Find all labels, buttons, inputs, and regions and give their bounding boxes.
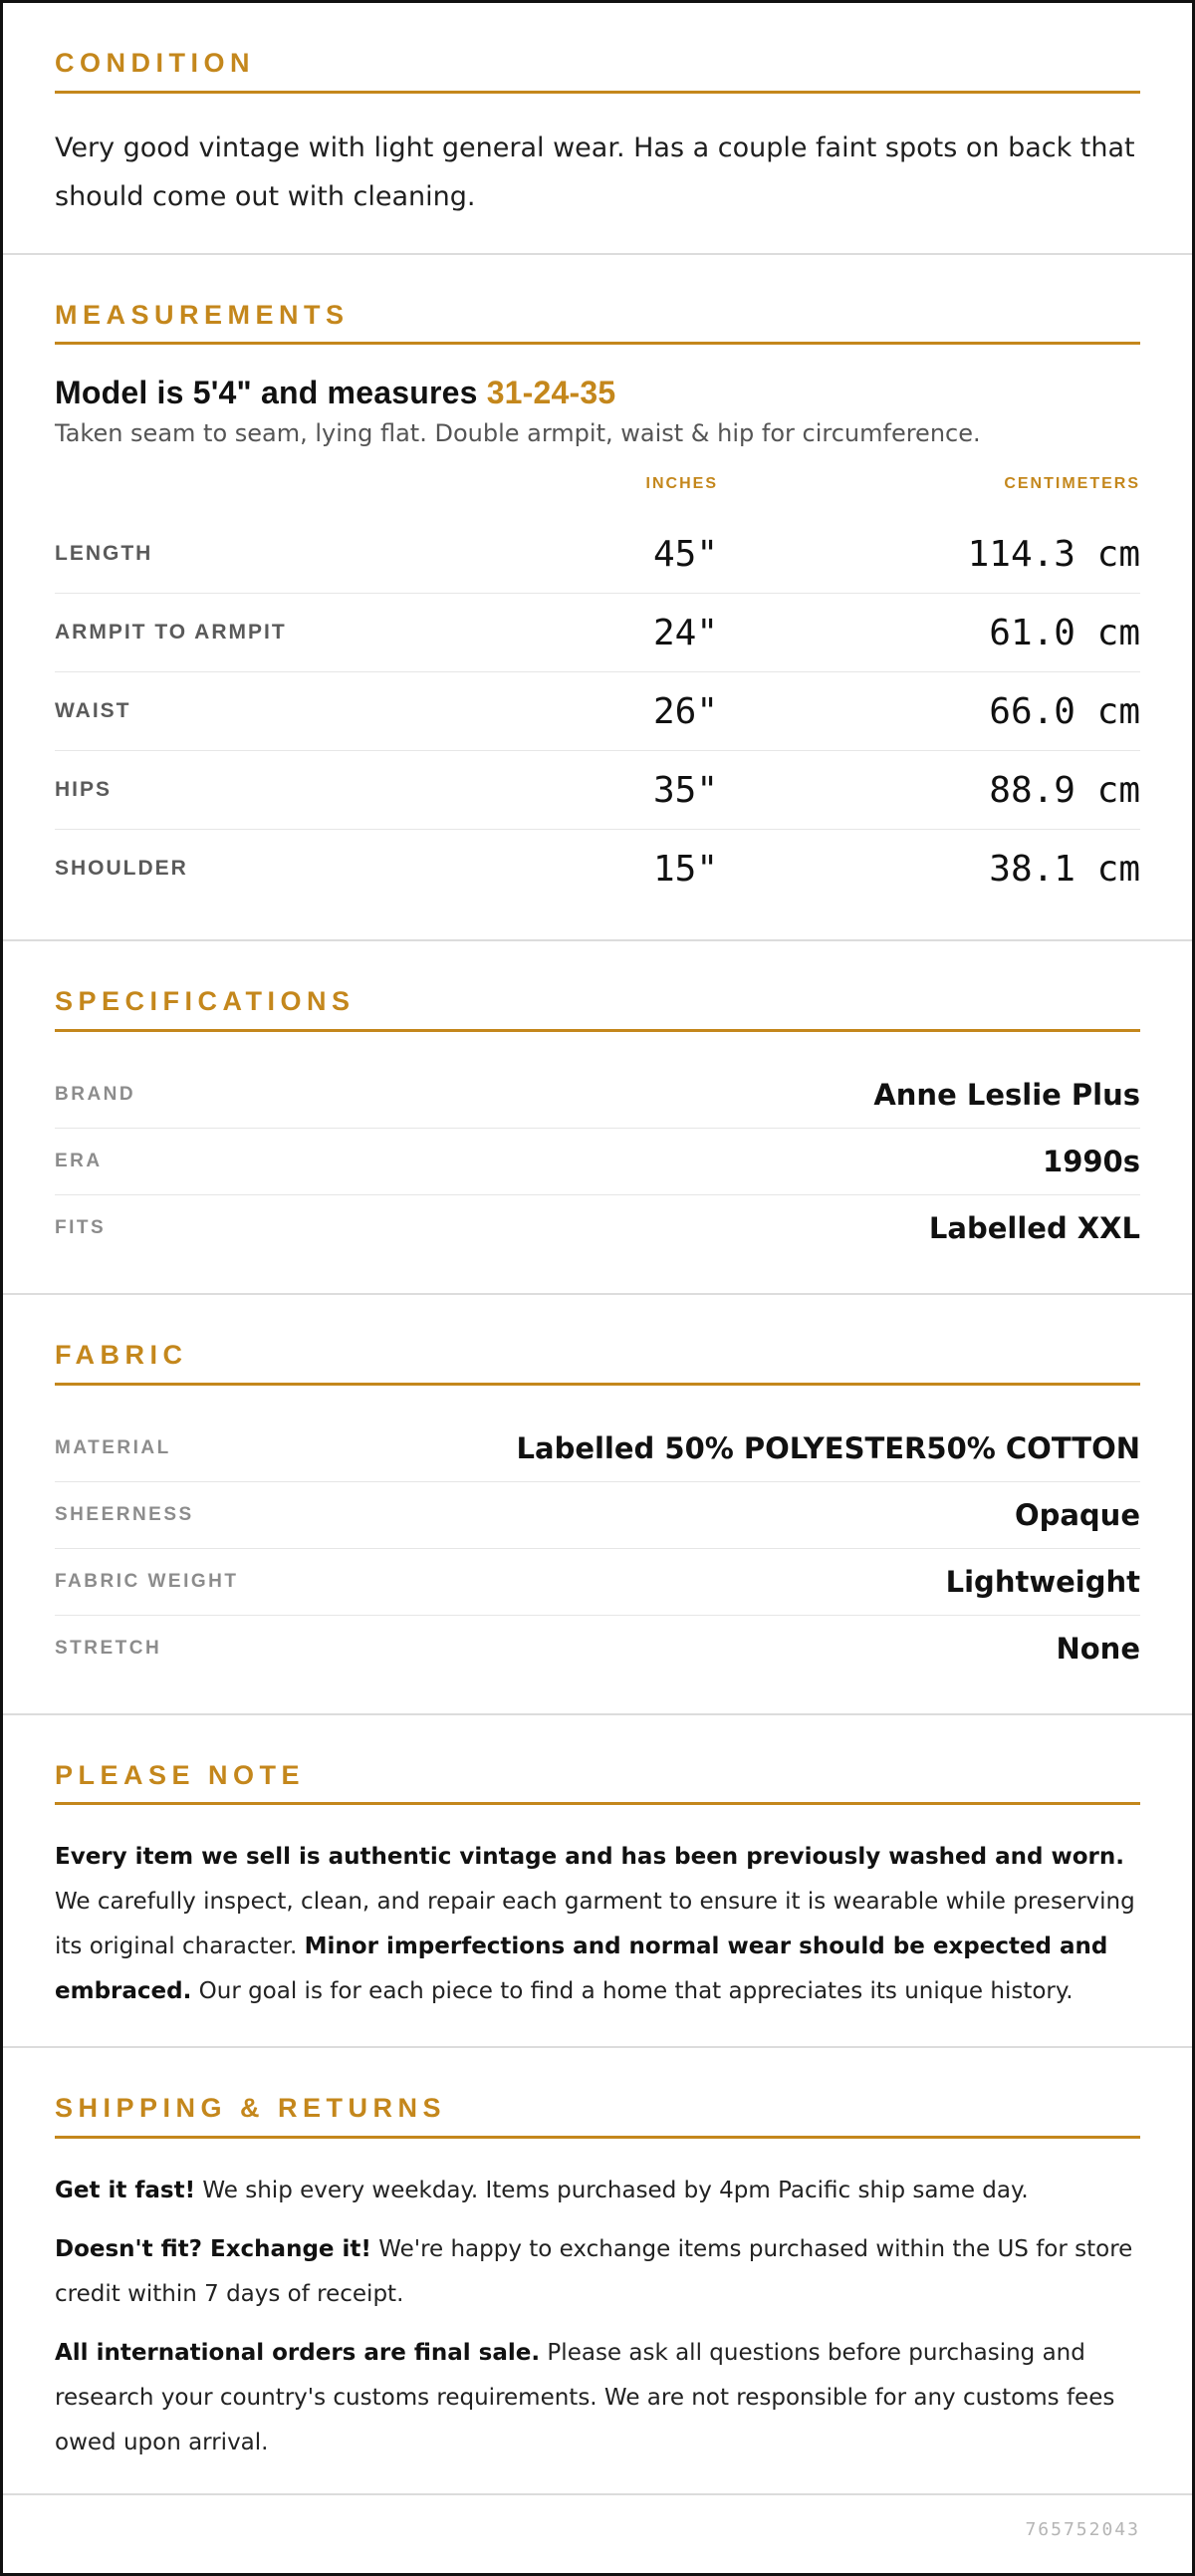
measurement-cm: 66.0 cm	[989, 690, 1140, 732]
fabric-row-material	[55, 1416, 1140, 1482]
model-figures: 31-24-35	[486, 375, 616, 411]
shipping-paragraph-3	[55, 2331, 1140, 2465]
shipping-text-1: We ship every weekday. Items purchased by 4pm Pacific ship same day.	[195, 2178, 1029, 2204]
shipping-paragraph-2	[55, 2227, 1140, 2317]
condition-heading: CONDITION	[55, 49, 1140, 94]
measurements-subtitle: Taken seam to seam, lying flat. Double armpit, waist & hip for circumference.	[55, 419, 981, 448]
product-sku: 765752043	[1025, 2518, 1140, 2540]
please-note-section	[3, 1715, 1192, 2049]
spec-key: ERA	[55, 1151, 103, 1172]
spec-row-era	[55, 1129, 1140, 1195]
measurement-label: ARMPIT TO ARMPIT	[55, 621, 287, 644]
fabric-value: Lightweight	[945, 1564, 1140, 1599]
please-note-text	[55, 1835, 1140, 2014]
note-bold-1: Every item we sell is authentic vintage and has been previously washed and worn.	[55, 1844, 1124, 1871]
fabric-value: None	[1056, 1631, 1140, 1666]
spec-key: BRAND	[55, 1084, 136, 1106]
measurements-heading: MEASUREMENTS	[55, 301, 1140, 346]
fabric-key: SHEERNESS	[55, 1503, 194, 1525]
fabric-list	[55, 1416, 1140, 1681]
specifications-list	[55, 1062, 1140, 1261]
condition-section	[3, 3, 1192, 255]
measurement-cm: 38.1 cm	[989, 848, 1140, 890]
shipping-text-2: We're happy to exchange items purchased within the US for store credit within 7 days of receipt.	[55, 2236, 1133, 2308]
measurement-row-shoulder	[55, 830, 1140, 907]
specifications-section	[3, 941, 1192, 1295]
measurements-section	[3, 255, 1192, 942]
note-text-1: We carefully inspect, clean, and repair each garment to ensure it is wearable while preserving its original character.	[55, 1889, 1135, 1960]
fabric-row-stretch	[55, 1616, 1140, 1681]
condition-text: Very good vintage with light general wear. Has a couple faint spots on back that should come out with cleaning.	[55, 131, 1135, 212]
measurement-row-length	[55, 515, 1140, 594]
spec-value: 1990s	[1043, 1145, 1140, 1179]
measurement-row-waist	[55, 672, 1140, 751]
measurements-table	[55, 515, 1140, 907]
measurement-inches: 26"	[652, 690, 718, 732]
measurement-inches: 35"	[652, 769, 718, 811]
shipping-bold-2: Doesn't fit? Exchange it!	[55, 2236, 371, 2263]
model-prefix: Model is 5'4" and measures	[55, 375, 487, 411]
shipping-bold-1: Get it fast!	[55, 2178, 196, 2204]
measurement-label: SHOULDER	[55, 857, 188, 881]
fabric-heading: FABRIC	[55, 1341, 1140, 1386]
measurement-inches: 45"	[652, 533, 718, 575]
measurement-cm: 61.0 cm	[989, 612, 1140, 653]
fabric-key: MATERIAL	[55, 1436, 171, 1458]
fabric-key: STRETCH	[55, 1637, 162, 1659]
footer	[3, 2495, 1192, 2563]
model-measurements	[55, 375, 1140, 411]
note-bold-2: Minor imperfections and normal wear should be expected and embraced.	[55, 1933, 1108, 2005]
measurement-row-hips	[55, 751, 1140, 830]
spec-row-fits	[55, 1195, 1140, 1261]
measurement-inches: 24"	[652, 612, 718, 653]
measurement-inches: 15"	[652, 848, 718, 890]
spec-value: Labelled XXL	[928, 1211, 1140, 1246]
fabric-key: FABRIC WEIGHT	[55, 1570, 239, 1592]
measurement-cm: 88.9 cm	[989, 769, 1140, 811]
shipping-returns-section	[3, 2048, 1192, 2495]
measurement-cm: 114.3 cm	[967, 533, 1140, 575]
measurement-label: LENGTH	[55, 542, 153, 566]
spec-row-brand	[55, 1062, 1140, 1129]
fabric-value: Labelled 50% POLYESTER50% COTTON	[516, 1430, 1140, 1465]
centimeters-column-header: CENTIMETERS	[1004, 475, 1140, 493]
fabric-section	[3, 1295, 1192, 1715]
shipping-bold-3: All international orders are final sale.	[55, 2340, 541, 2367]
fabric-value: Opaque	[1014, 1497, 1140, 1532]
inches-column-header: INCHES	[645, 475, 718, 493]
measurement-row-armpit	[55, 594, 1140, 672]
specifications-heading: SPECIFICATIONS	[55, 987, 1140, 1032]
shipping-returns-heading: SHIPPING & RETURNS	[55, 2094, 1140, 2139]
measurement-label: WAIST	[55, 699, 131, 723]
measurements-header-row	[55, 471, 1140, 497]
fabric-row-weight	[55, 1549, 1140, 1616]
spec-value: Anne Leslie Plus	[873, 1078, 1140, 1113]
shipping-text-3: Please ask all questions before purchasing and research your country's customs requirements. We are not responsible for any customs fees owed upon arrival.	[55, 2340, 1115, 2456]
please-note-heading: PLEASE NOTE	[55, 1761, 1140, 1806]
fabric-row-sheerness	[55, 1482, 1140, 1549]
shipping-paragraph-1	[55, 2169, 1140, 2213]
measurement-label: HIPS	[55, 778, 113, 802]
note-text-2: Our goal is for each piece to find a home that appreciates its unique history.	[191, 1978, 1074, 2005]
spec-key: FITS	[55, 1217, 107, 1239]
